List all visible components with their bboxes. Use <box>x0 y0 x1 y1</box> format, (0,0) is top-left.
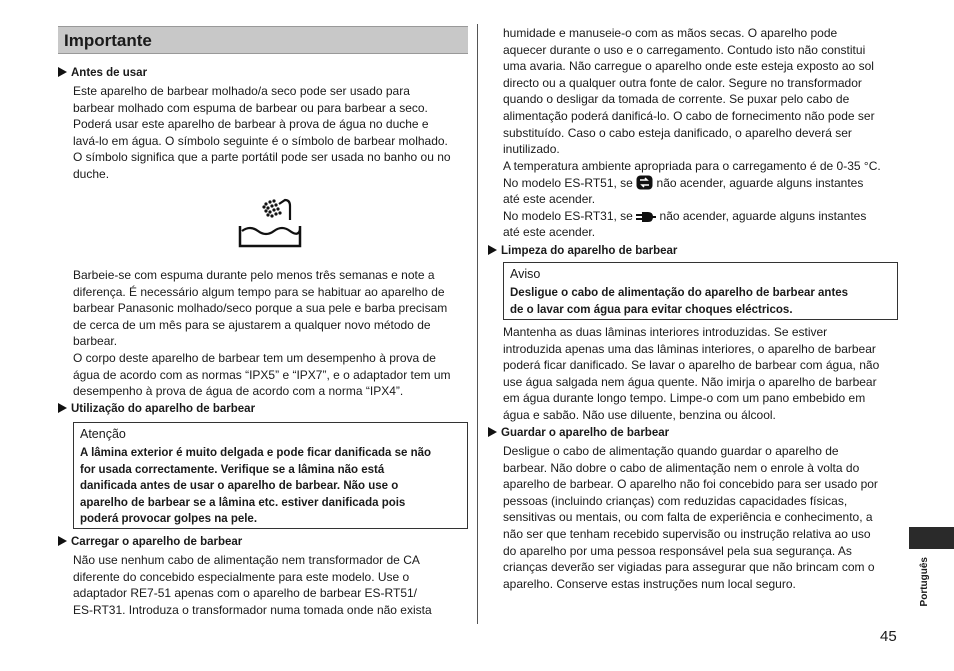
subheading-limpeza: Limpeza do aparelho de barbear <box>488 245 677 257</box>
page-title: Importante <box>64 31 152 50</box>
caution-title: Atenção <box>80 427 126 441</box>
paragraph-carregar: Não use nenhum cabo de alimentação nem transformador de CA diferente do concebido especialmente para este modelo. Use o adaptador RE7-51 apenas com o aparelho de barbear ES-RT51/ ES-RT31. Introduza o transformador numa tomada onde não exista <box>73 553 432 617</box>
subheading-guardar: Guardar o aparelho de barbear <box>488 427 669 439</box>
paragraph-antes-de-usar: Este aparelho de barbear molhado/a seco pode ser usado para barbear molhado com espuma de barbear ou para barbear a seco. Poderá usar este aparelho de barbear à prova de água no duche e lavá-lo em água. O símbolo seguinte é o símbolo de barbear molhado. O símbolo significa que a parte portátil pode ser usada no banho ou no duche. <box>73 84 451 181</box>
paragraph-rt51-cont: até este acender. <box>503 192 596 206</box>
warning-title: Aviso <box>510 267 541 281</box>
paragraph-rt51: No modelo ES-RT51, se não acender, aguarde alguns instantes <box>503 175 863 195</box>
language-tab <box>909 527 954 549</box>
triangle-bullet-icon <box>58 67 67 77</box>
paragraph-carregar-cont: humidade e manuseie-o com as mãos secas. O aparelho pode aquecer durante o uso e o carregamento. Contudo isto não constitui uma avaria. Não carregue o aparelho onde este esteja exposto ao sol directo ou a qualquer outra fonte de calor. Segure no transformador quando o desligar da tomada de corrente. Se puxar pelo cabo de alimentação poderá danificá-lo. O cabo de fornecimento não pode ser substituído. Caso o cabo esteja danificado, o aparelho deverá ser inutilizado. A temperatura ambiente apropriada para o carregamento é de 0-35 °C. <box>503 26 881 173</box>
caution-body: A lâmina exterior é muito delgada e pode ficar danificada se não for usada correctamente. Verifique se a lâmina não está danificada antes de usar o aparelho de barbear. Não use o aparelho de barbear se a lâmina etc. estiver danificada pois poderá provocar golpes na pele. <box>80 447 432 526</box>
warning-body: Desligue o cabo de alimentação do aparelho de barbear antes de o lavar com água para evitar choques eléctricos. <box>510 287 849 316</box>
column-divider <box>477 24 478 624</box>
triangle-bullet-icon <box>488 245 497 255</box>
shower-bath-icon <box>238 198 302 255</box>
section-header <box>58 26 468 54</box>
paragraph-guardar: Desligue o cabo de alimentação quando guardar o aparelho de barbear. Não dobre o cabo de alimentação nem o enrole à volta do aparelho de barbear. O aparelho não foi concebido para ser usado por pessoas (incluindo crianças) com reduzidas capacidades físicas, sensitivas ou mentais, ou com falta de experiência e conhecimento, a não ser que tenham recebido supervisão ou instrução relativa ao uso do aparelho por uma pessoa responsável pela sua segurança. As crianças deverão ser vigiadas para assegurar que não brincam com o aparelho. Conserve estas instruções num local seguro. <box>503 444 878 591</box>
caution-box <box>73 422 468 529</box>
paragraph-espuma: Barbeie-se com espuma durante pelo menos três semanas e note a diferença. É necessário algum tempo para se habituar ao aparelho de barbear Panasonic molhado/seco porque a sua pele e barba precisam de cerca de um mês para se ajustarem a qualquer novo método de barbear. O corpo deste aparelho de barbear tem um desempenho à prova de água de acordo com as normas “IPX5” e “IPX7”, e o adaptador tem um desempenho à prova de água de acordo com a norma “IPX4”. <box>73 268 451 399</box>
paragraph-rt31: No modelo ES-RT31, se não acender, aguarde alguns instantes <box>503 208 866 228</box>
language-label: Português <box>919 557 930 607</box>
warning-box <box>503 262 898 320</box>
charge-lamp-icon <box>636 175 653 195</box>
triangle-bullet-icon <box>58 536 67 546</box>
triangle-bullet-icon <box>58 403 67 413</box>
paragraph-limpeza: Mantenha as duas lâminas interiores introduzidas. Se estiver introduzida apenas uma das lâminas interiores, o aparelho de barbear poderá ficar danificado. Se lavar o aparelho de barbear com água, não use água salgada nem água quente. Não imirja o aparelho de barbear em água durante longo tempo. Limpe-o com um pano embebido em água e sabão. Não use diluente, benzina ou álcool. <box>503 325 880 422</box>
subheading-antes-de-usar: Antes de usar <box>58 67 147 79</box>
paragraph-rt31-cont: até este acender. <box>503 225 596 239</box>
triangle-bullet-icon <box>488 427 497 437</box>
subheading-utilizacao: Utilização do aparelho de barbear <box>58 403 255 415</box>
subheading-carregar: Carregar o aparelho de barbear <box>58 536 242 548</box>
page-number: 45 <box>880 628 897 645</box>
plug-lamp-icon <box>636 211 656 228</box>
